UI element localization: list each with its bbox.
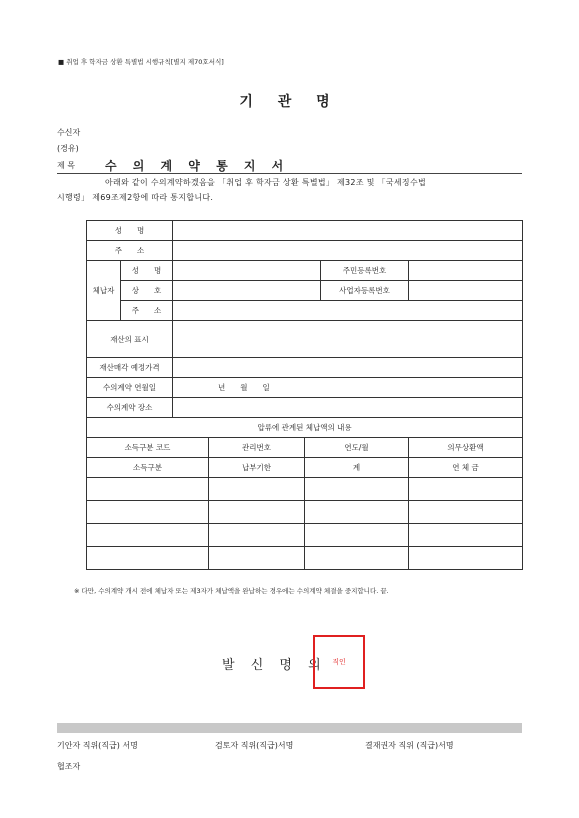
property-label: 재산의 표시 — [87, 321, 173, 358]
subject-label: 제 목 — [57, 161, 75, 170]
table-cell[interactable] — [305, 478, 409, 501]
taxpayer-address-field[interactable] — [173, 301, 523, 321]
table-cell[interactable] — [409, 547, 523, 570]
table-cell[interactable] — [409, 501, 523, 524]
table-cell[interactable] — [87, 501, 209, 524]
contract-date-label: 수의계약 연월일 — [87, 378, 173, 398]
table-cell[interactable] — [409, 524, 523, 547]
taxpayer-trade-field[interactable] — [173, 281, 321, 301]
official-seal: 직인 — [313, 635, 365, 689]
name-field[interactable] — [173, 221, 523, 241]
header-due-date: 납부기한 — [209, 458, 305, 478]
contract-place-label: 수의계약 장소 — [87, 398, 173, 418]
via-label: (경유) — [57, 144, 79, 153]
subject-divider — [57, 173, 522, 174]
table-cell[interactable] — [305, 501, 409, 524]
header-year-month: 연도/월 — [305, 438, 409, 458]
form-reference-note: ■ 취업 후 학자금 상환 특별법 시행규칙[별지 제70호서식] — [58, 58, 224, 66]
table-cell[interactable] — [87, 547, 209, 570]
taxpayer-name-field[interactable] — [173, 261, 321, 281]
table-cell[interactable] — [87, 524, 209, 547]
taxpayer-trade-label: 상 호 — [121, 281, 173, 301]
address-field[interactable] — [173, 241, 523, 261]
taxpayer-label: 체납자 — [87, 261, 121, 321]
footnote: ※ 다만, 수의계약 개시 전에 체납자 또는 제3자가 체납액을 완납하는 경우에는 수의계약 체결을 중지합니다. 끝. — [74, 587, 389, 595]
reviewer-label: 검토자 직위(직급)서명 — [215, 741, 294, 750]
footer-divider-bar — [57, 723, 522, 733]
table-cell[interactable] — [209, 547, 305, 570]
header-late-fee: 연 체 금 — [409, 458, 523, 478]
header-management-number: 관리번호 — [209, 438, 305, 458]
sender-title: 발 신 명 의 — [222, 658, 327, 673]
property-field[interactable] — [173, 321, 523, 358]
header-repayment-amount: 의무상환액 — [409, 438, 523, 458]
notice-form-table — [86, 220, 523, 570]
resident-number-label: 주민등록번호 — [321, 261, 409, 281]
body-line-2: 시행령」 제69조제2항에 따라 통지합니다. — [57, 193, 214, 202]
header-income-code: 소득구분 코드 — [87, 438, 209, 458]
body-line-1: 아래와 같이 수의계약하겠음을 「취업 후 학자금 상환 특별법」 제32조 및 「국세징수법 — [105, 178, 427, 187]
header-total: 계 — [305, 458, 409, 478]
sale-price-field[interactable] — [173, 358, 523, 378]
business-number-label: 사업자등록번호 — [321, 281, 409, 301]
address-label: 주 소 — [87, 241, 173, 261]
approver-label: 결재권자 직위 (직급)서명 — [365, 741, 454, 750]
arrears-section-title: 압류에 관계된 체납액의 내용 — [87, 418, 523, 438]
resident-number-field[interactable] — [409, 261, 523, 281]
header-income-type: 소득구분 — [87, 458, 209, 478]
table-cell[interactable] — [409, 478, 523, 501]
sale-price-label: 재산매각 예정가격 — [87, 358, 173, 378]
table-cell[interactable] — [87, 478, 209, 501]
table-cell[interactable] — [305, 524, 409, 547]
table-cell[interactable] — [305, 547, 409, 570]
taxpayer-address-label: 주 소 — [121, 301, 173, 321]
cooperator-label: 협조자 — [57, 762, 81, 771]
drafter-label: 기안자 직위(직급) 서명 — [57, 741, 138, 750]
name-label: 성 명 — [87, 221, 173, 241]
subject-title: 수 의 계 약 통 지 서 — [105, 159, 290, 173]
table-cell[interactable] — [209, 524, 305, 547]
taxpayer-name-label: 성 명 — [121, 261, 173, 281]
table-cell[interactable] — [209, 501, 305, 524]
contract-place-field[interactable] — [173, 398, 523, 418]
table-cell[interactable] — [209, 478, 305, 501]
contract-date-field[interactable]: 년 월 일 — [173, 378, 523, 398]
business-number-field[interactable] — [409, 281, 523, 301]
agency-title: 기 관 명 — [239, 94, 340, 110]
recipient-label: 수신자 — [57, 128, 81, 137]
